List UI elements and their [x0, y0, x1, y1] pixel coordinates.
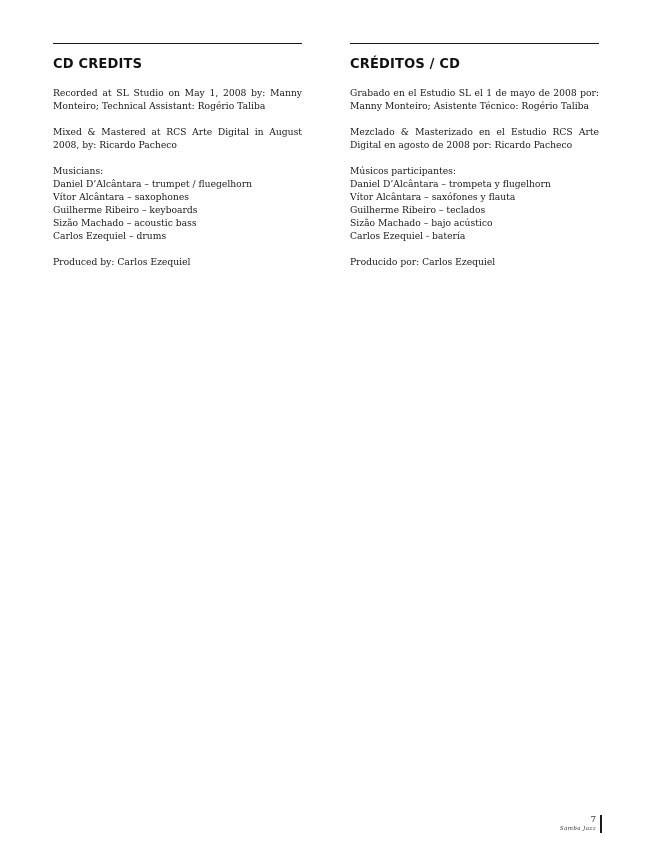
recorded-paragraph: Recorded at SL Studio on May 1, 2008 by: Manny Monteiro; Technical Assistant: Rogério Taliba — [53, 88, 302, 112]
musician-item: Carlos Ezequiel – drums — [53, 231, 167, 242]
mixed-paragraph: Mixed & Mastered at RCS Arte Digital in August 2008, by: Ricardo Pacheco — [53, 127, 302, 151]
musician-item: Guilherme Ribeiro – teclados — [350, 205, 486, 216]
musicians-label: Musicians: — [53, 166, 104, 177]
musician-item: Carlos Ezequiel - batería — [350, 231, 466, 242]
musician-item: Vítor Alcântara – saxófones y flauta — [350, 192, 516, 203]
musicians-list — [53, 165, 302, 243]
footer-text — [560, 815, 602, 833]
section-heading: CD CREDITS — [53, 57, 143, 72]
credits-column-english — [53, 43, 302, 282]
page-footer — [560, 815, 602, 833]
musician-item: Sizão Machado – bajo acústico — [350, 218, 493, 229]
musicians-label: Músicos participantes: — [350, 166, 456, 177]
musicians-list — [350, 165, 599, 243]
section-heading: CRÉDITOS / CD — [350, 57, 461, 72]
musician-item: Guilherme Ribeiro – keyboards — [53, 205, 198, 216]
recorded-paragraph: Grabado en el Estudio SL el 1 de mayo de 2008 por: Manny Monteiro; Asistente Técnico: Rogério Taliba — [350, 88, 599, 112]
page-number: 7 — [590, 815, 596, 825]
produced-paragraph: Produced by: Carlos Ezequiel — [53, 257, 191, 268]
musician-item: Vítor Alcântara – saxophones — [53, 192, 190, 203]
footer-brand: Samba Jazz — [559, 826, 596, 832]
footer-bar — [600, 815, 602, 833]
musician-item: Sizão Machado – acoustic bass — [53, 218, 197, 229]
top-rule — [350, 43, 599, 44]
top-rule — [53, 43, 302, 44]
musician-item: Daniel D’Alcântara – trumpet / fluegelhorn — [53, 179, 253, 190]
credits-column-spanish — [350, 43, 599, 282]
produced-paragraph: Producido por: Carlos Ezequiel — [350, 257, 496, 268]
musician-item: Daniel D’Alcântara – trompeta y flugelhorn — [350, 179, 551, 190]
mixed-paragraph: Mezclado & Masterizado en el Estudio RCS Arte Digital en agosto de 2008 por: Ricardo Pacheco — [350, 127, 599, 151]
